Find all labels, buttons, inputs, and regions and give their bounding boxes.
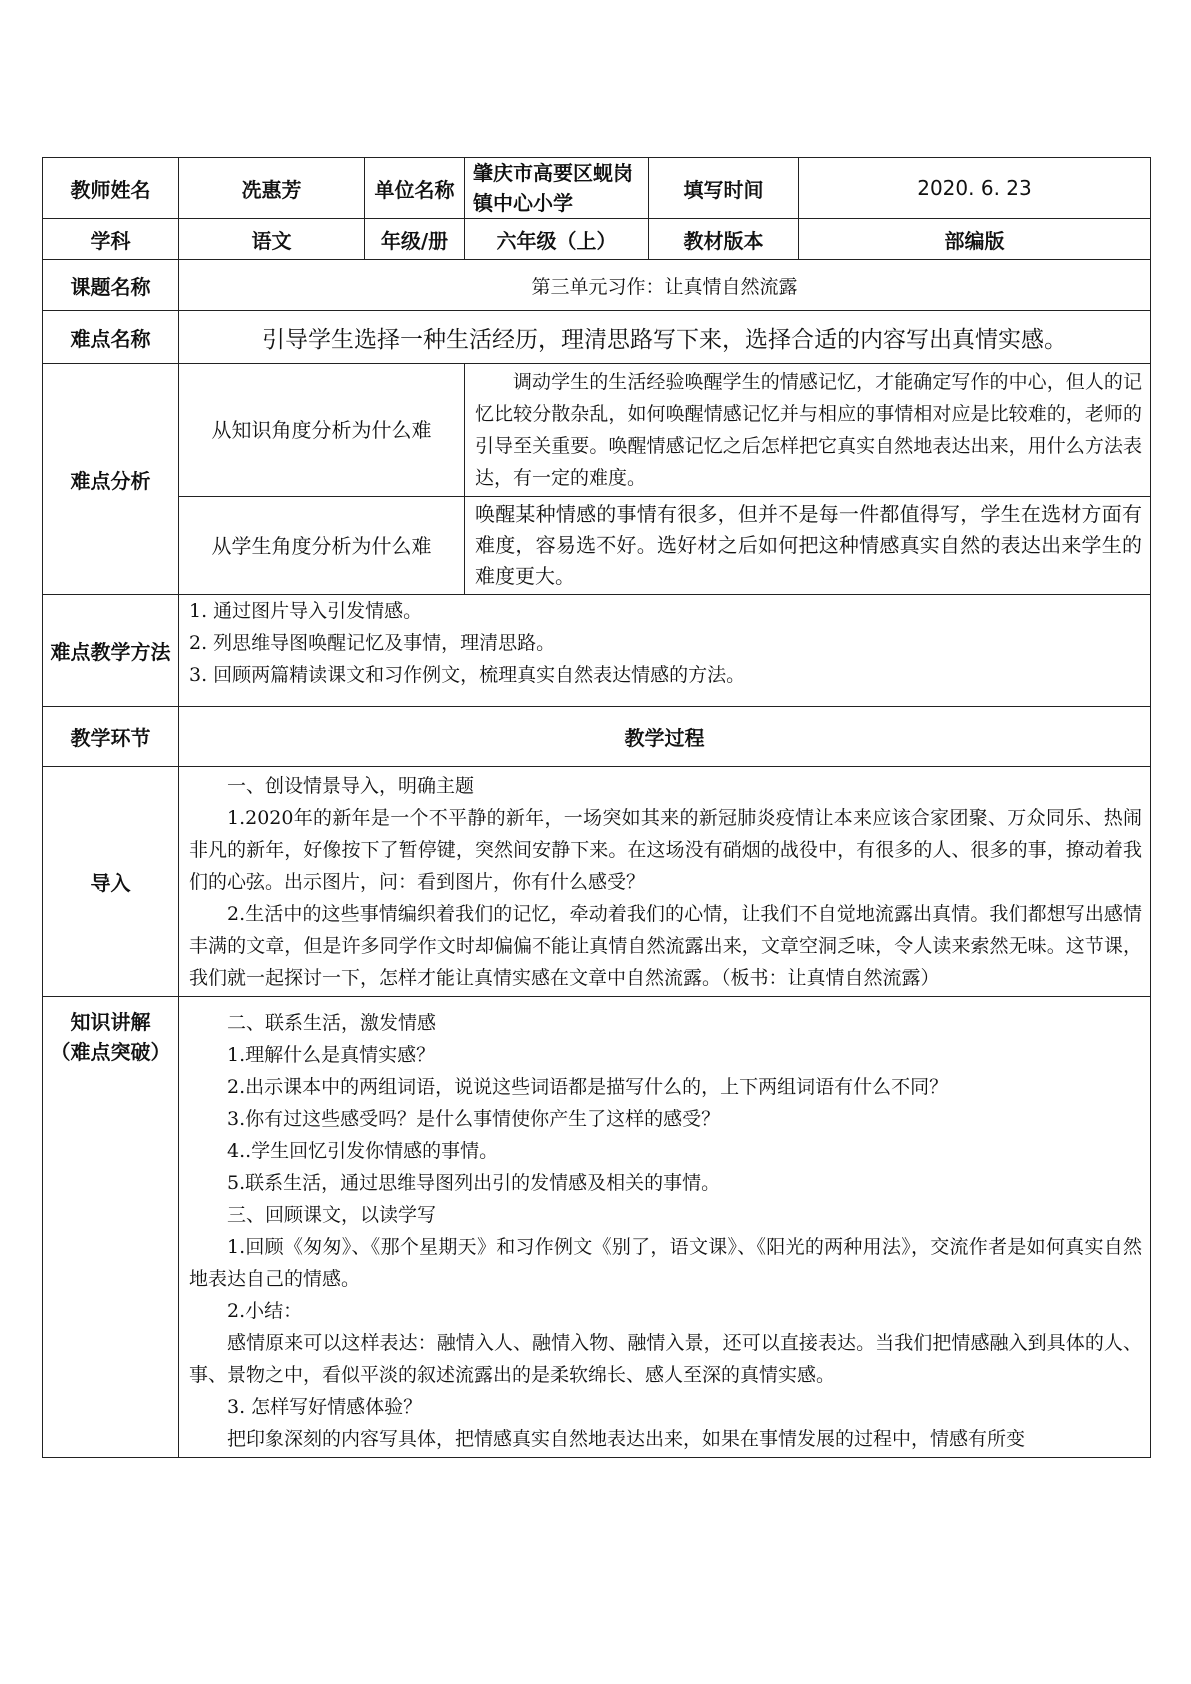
process-label: 教学过程 bbox=[179, 707, 1151, 767]
knowledge-angle-paragraph: 调动学生的生活经验唤醒学生的情感记忆，才能确定写作的中心，但人的记忆比较分散杂乱，如何唤醒情感记忆并与相应的事情相对应是比较难的，老师的引导至关重要。唤醒情感记忆之后怎样把它真实自然地表达出来，用什么方法表达，有一定的难度。 bbox=[475, 371, 1142, 489]
subject-value: 语文 bbox=[179, 219, 365, 260]
fill-date-label: 填写时间 bbox=[649, 158, 799, 219]
lesson-plan-sheet bbox=[42, 157, 1150, 1458]
review-3-text: 把印象深刻的内容写具体，把情感真实自然地表达出来，如果在事情发展的过程中，情感有所变 bbox=[227, 1428, 1026, 1450]
section-3-heading: 三、回顾课文，以读学写 bbox=[227, 1204, 437, 1226]
knowledge-label-line-1: 知识讲解 bbox=[70, 1010, 151, 1034]
grade-value: 六年级（上） bbox=[465, 219, 649, 260]
intro-paragraph-2: 2.生活中的这些事情编织着我们的记忆，牵动着我们的心情，让我们不自觉地流露出真情。我们都想写出感情丰满的文章，但是许多同学作文时却偏偏不能让真情自然流露出来，文章空洞乏味，令人读来索然无味。这节课，我们就一起探讨一下，怎样才能让真情实感在文章中自然流露。（板书：让真情自然流露） bbox=[189, 902, 1142, 989]
fill-date-value: 2020. 6. 23 bbox=[799, 158, 1151, 219]
teacher-name-value: 冼惠芳 bbox=[179, 158, 365, 219]
intro-paragraph-1: 1.2020年的新年是一个不平静的新年，一场突如其来的新冠肺炎疫情让本来应该合家团聚、万众同乐、热闹非凡的新年，好像按下了暂停键，突然间安静下来。在这场没有硝烟的战役中，有很多的人、很多的事，撩动着我们的心弦。出示图片，问：看到图片，你有什么感受？ bbox=[189, 806, 1142, 893]
grade-label: 年级/册 bbox=[365, 219, 465, 260]
knowledge-label-line-2: （难点突破） bbox=[50, 1040, 171, 1064]
edition-label: 教材版本 bbox=[649, 219, 799, 260]
process-header-row bbox=[43, 707, 1151, 767]
section-2-heading: 二、联系生活，激发情感 bbox=[227, 1012, 437, 1034]
method-item: 3. 回顾两篇精读课文和习作例文，梳理真实自然表达情感的方法。 bbox=[189, 664, 746, 686]
intro-content bbox=[179, 767, 1151, 997]
question-3: 3.你有过这些感受吗？是什么事情使你产生了这样的感受？ bbox=[227, 1108, 721, 1130]
subject-label: 学科 bbox=[43, 219, 179, 260]
student-angle-text: 唤醒某种情感的事情有很多，但并不是每一件都值得写，学生在选材方面有难度，容易选不好。选好材之后如何把这种情感真实自然的表达出来学生的难度更大。 bbox=[465, 497, 1151, 595]
unit-name-value: 肇庆市高要区蚬岗镇中心小学 bbox=[465, 158, 649, 219]
review-1: 1.回顾《匆匆》、《那个星期天》和习作例文《别了，语文课》、《阳光的两种用法》，交流作者是如何真实自然地表达自己的情感。 bbox=[189, 1236, 1142, 1290]
review-2: 2.小结： bbox=[227, 1300, 303, 1322]
teacher-name-label: 教师姓名 bbox=[43, 158, 179, 219]
intro-label: 导入 bbox=[43, 767, 179, 997]
analysis-knowledge-row bbox=[43, 364, 1151, 497]
method-item: 1. 通过图片导入引发情感。 bbox=[189, 600, 423, 622]
question-4: 4..学生回忆引发你情感的事情。 bbox=[227, 1140, 499, 1162]
difficulty-value: 引导学生选择一种生活经历，理清思路写下来，选择合适的内容写出真情实感。 bbox=[179, 311, 1151, 364]
intro-row bbox=[43, 767, 1151, 997]
student-angle-label: 从学生角度分析为什么难 bbox=[179, 497, 465, 595]
knowledge-angle-text bbox=[465, 364, 1151, 497]
knowledge-label bbox=[43, 997, 179, 1458]
analysis-student-row bbox=[43, 497, 1151, 595]
edition-value: 部编版 bbox=[799, 219, 1151, 260]
analysis-label: 难点分析 bbox=[43, 364, 179, 595]
header-row-1 bbox=[43, 158, 1151, 219]
knowledge-row bbox=[43, 997, 1151, 1458]
topic-row bbox=[43, 260, 1151, 311]
methods-label: 难点教学方法 bbox=[43, 595, 179, 707]
unit-name-label: 单位名称 bbox=[365, 158, 465, 219]
intro-heading: 一、创设情景导入，明确主题 bbox=[227, 774, 475, 797]
lesson-plan-table bbox=[42, 157, 1151, 1458]
methods-row bbox=[43, 595, 1151, 707]
knowledge-angle-label: 从知识角度分析为什么难 bbox=[179, 364, 465, 497]
review-3: 3. 怎样写好情感体验？ bbox=[227, 1396, 423, 1418]
topic-label: 课题名称 bbox=[43, 260, 179, 311]
difficulty-label: 难点名称 bbox=[43, 311, 179, 364]
question-5: 5.联系生活，通过思维导图列出引的发情感及相关的事情。 bbox=[227, 1172, 721, 1194]
difficulty-row bbox=[43, 311, 1151, 364]
header-row-2 bbox=[43, 219, 1151, 260]
stage-label: 教学环节 bbox=[43, 707, 179, 767]
knowledge-content bbox=[179, 997, 1151, 1458]
method-item: 2. 列思维导图唤醒记忆及事情，理清思路。 bbox=[189, 632, 556, 654]
review-2-text: 感情原来可以这样表达：融情入人、融情入物、融情入景，还可以直接表达。当我们把情感融入到具体的人、事、景物之中，看似平淡的叙述流露出的是柔软绵长、感人至深的真情实感。 bbox=[189, 1332, 1142, 1386]
question-2: 2.出示课本中的两组词语，说说这些词语都是描写什么的，上下两组词语有什么不同？ bbox=[227, 1076, 949, 1098]
methods-list bbox=[179, 595, 1151, 707]
question-1: 1.理解什么是真情实感？ bbox=[227, 1044, 436, 1066]
topic-value: 第三单元习作：让真情自然流露 bbox=[179, 260, 1151, 311]
